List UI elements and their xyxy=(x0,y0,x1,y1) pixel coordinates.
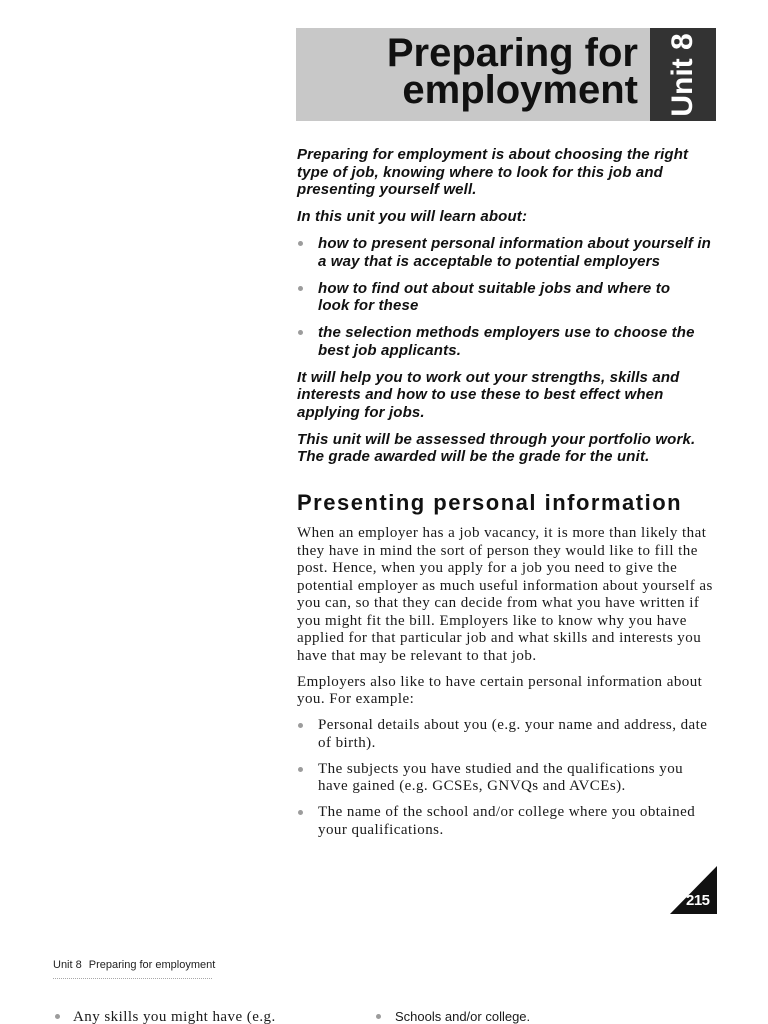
text-line: Personal details about you (e.g. your name and address, date xyxy=(318,717,708,733)
page-number: 215 xyxy=(686,892,710,909)
next-page-right-item xyxy=(374,1010,530,1024)
text-line: interests and how to use these to best effect when xyxy=(297,386,664,403)
personal-info-item xyxy=(297,761,737,796)
text-line: The subjects you have studied and the qualifications you xyxy=(318,760,684,777)
personal-info-item xyxy=(297,804,737,839)
personal-info-text xyxy=(318,717,737,752)
next-page-left-item xyxy=(53,1010,276,1024)
page-title-line-1: Preparing for xyxy=(386,30,638,75)
bullet-icon xyxy=(298,767,303,772)
running-header-title: Preparing for employment xyxy=(88,959,216,971)
text-line: It will help you to work out your strengths, skills and xyxy=(297,368,680,386)
personal-info-item xyxy=(297,717,737,752)
bullet-icon xyxy=(298,810,303,815)
text-line: type of job, knowing where to look for this job and xyxy=(297,163,663,181)
next-page-right-text: Schools and/or college. xyxy=(395,1009,531,1024)
text-line: In this unit you will learn about: xyxy=(297,208,528,225)
intro-strengths xyxy=(297,369,737,422)
text-line: potential employer as much useful information about yourself as xyxy=(297,577,713,594)
unit-tab xyxy=(650,28,716,121)
bullet-icon xyxy=(298,286,303,291)
personal-info-text xyxy=(318,761,737,796)
learning-outcomes-list xyxy=(297,235,737,359)
text-line: presenting yourself well. xyxy=(297,181,477,198)
unit-tab-label: Unit 8 xyxy=(666,32,699,117)
body-paragraph xyxy=(297,674,737,709)
running-header xyxy=(53,959,216,979)
text-line: your qualifications. xyxy=(318,821,444,838)
bullet-icon xyxy=(298,723,303,728)
bullet-icon xyxy=(298,241,303,246)
text-line: This unit will be assessed through your portfolio work. xyxy=(297,430,696,448)
section-heading: Presenting personal information xyxy=(297,490,683,515)
text-line: post. Hence, when you apply for a job you need to give the xyxy=(297,560,678,576)
text-line: you. For example: xyxy=(297,691,415,707)
learning-outcome-item xyxy=(297,280,737,315)
text-line: a way that is acceptable to potential employers xyxy=(318,252,661,270)
text-line: applying for jobs. xyxy=(297,403,425,421)
text-line: they have in mind the sort of person they would like to fill the xyxy=(297,542,698,559)
intro-assessment xyxy=(297,431,737,466)
text-line: you might fit the bill. Employers like to know why you have xyxy=(297,612,687,629)
next-page-left-text: Any skills you might have (e.g. xyxy=(73,1009,276,1024)
text-line: the selection methods employers use to choose the xyxy=(318,324,695,341)
bullet-icon xyxy=(55,1014,60,1019)
page-title-line-2: employment xyxy=(402,67,638,112)
text-line: have that may be relevant to that job. xyxy=(297,647,537,664)
text-line: how to find out about suitable jobs and where to xyxy=(318,279,671,297)
text-line: The grade awarded will be the grade for the unit. xyxy=(297,448,650,465)
body-paragraph xyxy=(297,525,737,665)
intro-learn-heading xyxy=(297,208,737,226)
section-body xyxy=(297,525,737,848)
text-line: Preparing for employment is about choosing the right xyxy=(297,146,689,163)
learning-outcome-text xyxy=(318,280,737,315)
text-line: When an employer has a job vacancy, it is more than likely that xyxy=(297,525,707,541)
text-line: look for these xyxy=(318,297,419,314)
learning-outcome-text xyxy=(318,324,737,359)
text-line: best job applicants. xyxy=(318,341,462,359)
text-line: applied for that particular job and what skills and interests you xyxy=(297,630,702,646)
text-line: how to present personal information about yourself in xyxy=(318,235,711,252)
unit-introduction xyxy=(297,146,737,475)
running-header-unit: Unit 8 xyxy=(53,959,82,971)
text-line: of birth). xyxy=(318,734,376,751)
text-line: have gained (e.g. GCSEs, GNVQs and AVCEs). xyxy=(318,778,626,794)
text-line: The name of the school and/or college where you obtained xyxy=(318,804,696,820)
intro-summary xyxy=(297,146,737,199)
learning-outcome-item xyxy=(297,235,737,270)
bullet-icon xyxy=(376,1014,381,1019)
text-line: Employers also like to have certain personal information about xyxy=(297,673,703,690)
unit-title-banner xyxy=(296,28,650,121)
text-line: you can, so that they can decide from what you have written if xyxy=(297,595,700,611)
personal-info-list xyxy=(297,717,737,839)
personal-info-text xyxy=(318,804,737,839)
learning-outcome-item xyxy=(297,324,737,359)
learning-outcome-text xyxy=(318,235,737,270)
bullet-icon xyxy=(298,330,303,335)
